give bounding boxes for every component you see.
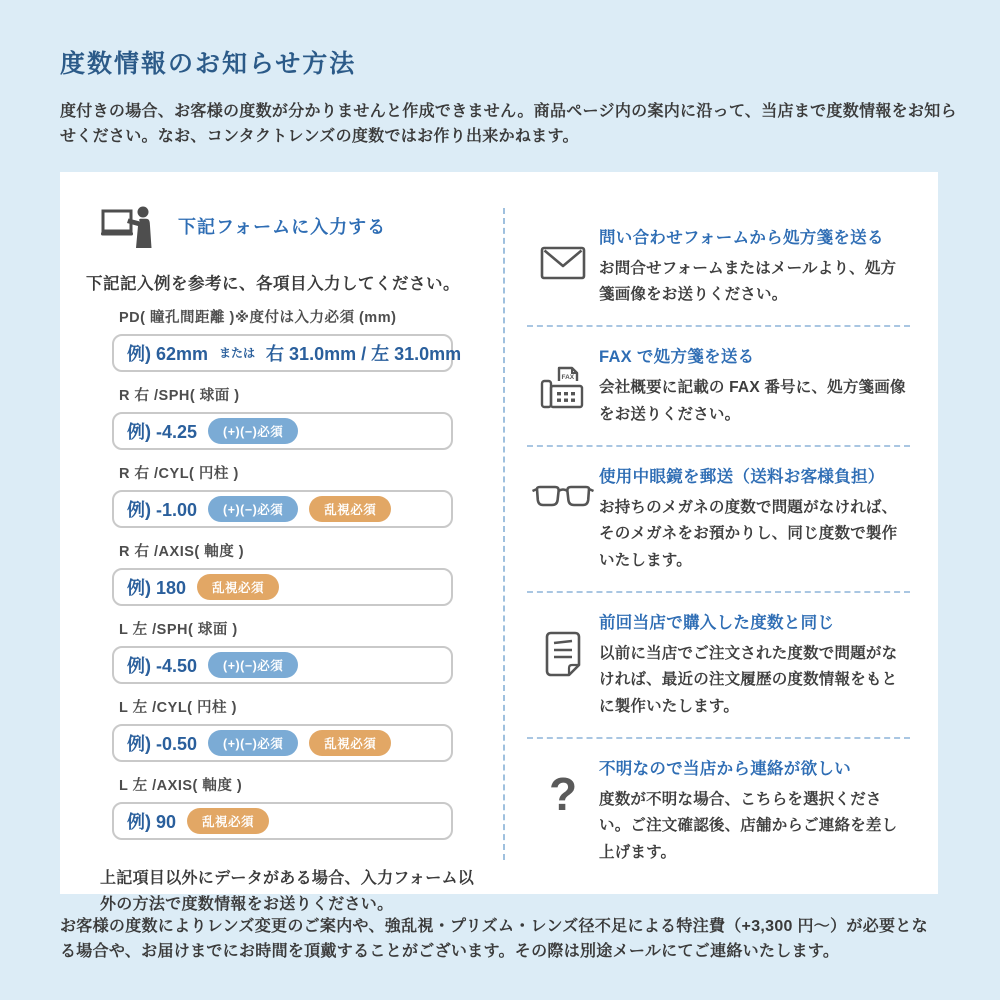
example-value: 例) 180 xyxy=(127,577,187,598)
method-title: 前回当店で購入した度数と同じ xyxy=(599,614,835,632)
example-value-2: 右 31.0mm / 左 31.0mm xyxy=(266,343,462,364)
plus-minus-required-badge: (+)(−)必須 xyxy=(208,496,298,522)
r-axis-example-field xyxy=(112,568,453,606)
r-sph-example-field xyxy=(112,412,453,450)
pd-example-field xyxy=(112,334,462,372)
l-sph-example-field xyxy=(112,646,453,684)
form-section-heading: 下記フォームに入力する xyxy=(178,216,387,237)
method-title: 不明なので当店から連絡が欲しい xyxy=(599,760,851,779)
example-value: 例) 62mm xyxy=(127,343,209,364)
svg-text:FAX: FAX xyxy=(561,374,575,382)
example-joiner: または xyxy=(219,346,256,361)
method-title: 使用中眼鏡を郵送（送料お客様負担） xyxy=(599,467,885,486)
method-body: 会社概要に記載の FAX 番号に、処方箋画像をお送りください。 xyxy=(599,379,906,423)
example-value: 例) -0.50 xyxy=(127,733,198,754)
astigmatism-required-badge: 乱視必須 xyxy=(309,730,391,756)
intro-text: 度付きの場合、お客様の度数が分かりませんと作成できません。商品ページ内の案内に沿って、当店まで度数情報をお知らせください。なお、コンタクトレンズの度数ではお作り出来かねます。 xyxy=(60,103,957,145)
form-note: 上記項目以外にデータがある場合、入力フォーム以外の方法で度数情報をお送りください。 xyxy=(100,869,475,913)
field-row-pd xyxy=(86,306,493,372)
field-row-r-sph xyxy=(86,384,493,450)
field-label: R 右 /AXIS( 軸度 ) xyxy=(119,543,245,560)
mail-icon xyxy=(527,224,599,309)
astigmatism-required-badge: 乱視必須 xyxy=(187,808,269,834)
method-item-contact-form xyxy=(527,208,910,326)
field-row-r-axis xyxy=(86,540,493,606)
form-section-header xyxy=(86,204,493,248)
form-section xyxy=(86,198,503,913)
method-item-fax xyxy=(527,325,910,445)
field-row-r-cyl xyxy=(86,462,493,528)
method-text xyxy=(599,609,910,720)
field-row-l-cyl xyxy=(86,696,493,762)
plus-minus-required-badge: (+)(−)必須 xyxy=(208,652,298,678)
field-label: R 右 /SPH( 球面 ) xyxy=(119,387,240,404)
example-value: 例) -4.50 xyxy=(127,655,198,676)
form-instruction: 下記記入例を参考に、各項目入力してください。 xyxy=(86,274,460,293)
field-label: R 右 /CYL( 円柱 ) xyxy=(119,465,239,482)
method-body: お問合せフォームまたはメールより、処方箋画像をお送りください。 xyxy=(599,259,897,303)
l-cyl-example-field xyxy=(112,724,453,762)
document-icon xyxy=(527,609,599,720)
method-text xyxy=(599,224,910,309)
field-label: PD( 瞳孔間距離 )※度付は入力必須 (mm) xyxy=(119,309,397,326)
field-label: L 左 /AXIS( 軸度 ) xyxy=(119,777,243,794)
astigmatism-required-badge: 乱視必須 xyxy=(197,574,279,600)
field-label: L 左 /SPH( 球面 ) xyxy=(119,621,238,638)
astigmatism-required-badge: 乱視必須 xyxy=(309,496,391,522)
footer-note: お客様の度数によりレンズ変更のご案内や、強乱視・プリズム・レンズ径不足による特注費（+3,300 円～）が必要となる場合や、お届けまでにお時間を頂戴することがございます。その際は別途メールにてご連絡いたします。 xyxy=(60,917,928,961)
glasses-icon xyxy=(527,463,599,574)
method-title: FAX で処方箋を送る xyxy=(599,348,755,367)
fax-icon xyxy=(527,343,599,428)
method-body: お持ちのメガネの度数で問題がなければ、そのメガネをお預かりし、同じ度数で製作いたします。 xyxy=(599,498,898,569)
method-text xyxy=(599,343,910,428)
info-card xyxy=(60,172,938,913)
method-body: 以前に当店でご注文された度数で問題がなければ、最近の注文履歴の度数情報をもとに製作いたします。 xyxy=(599,645,898,715)
method-title: 問い合わせフォームから処方箋を送る xyxy=(599,228,884,247)
method-body: 度数が不明な場合、こちらを選択ください。ご注文確認後、店舗からご連絡を差し上げます。 xyxy=(599,791,898,861)
field-label: L 左 /CYL( 円柱 ) xyxy=(119,699,237,716)
l-axis-example-field xyxy=(112,802,453,840)
field-row-l-axis xyxy=(86,774,493,840)
r-cyl-example-field xyxy=(112,490,453,528)
method-item-previous-order xyxy=(527,591,910,737)
example-value: 例) 90 xyxy=(127,811,177,832)
page-title: 度数情報のお知らせ方法 xyxy=(60,50,357,78)
question-icon: ? xyxy=(548,768,578,821)
field-row-l-sph xyxy=(86,618,493,684)
methods-section xyxy=(503,208,938,860)
computer-person-icon xyxy=(100,204,156,248)
example-value: 例) -1.00 xyxy=(127,499,198,520)
method-item-mail-glasses xyxy=(527,445,910,591)
method-item-contact-me xyxy=(527,737,910,883)
example-value: 例) -4.25 xyxy=(127,421,198,442)
plus-minus-required-badge: (+)(−)必須 xyxy=(208,730,298,756)
method-text xyxy=(599,755,910,866)
method-text xyxy=(599,463,910,574)
plus-minus-required-badge: (+)(−)必須 xyxy=(208,418,298,444)
